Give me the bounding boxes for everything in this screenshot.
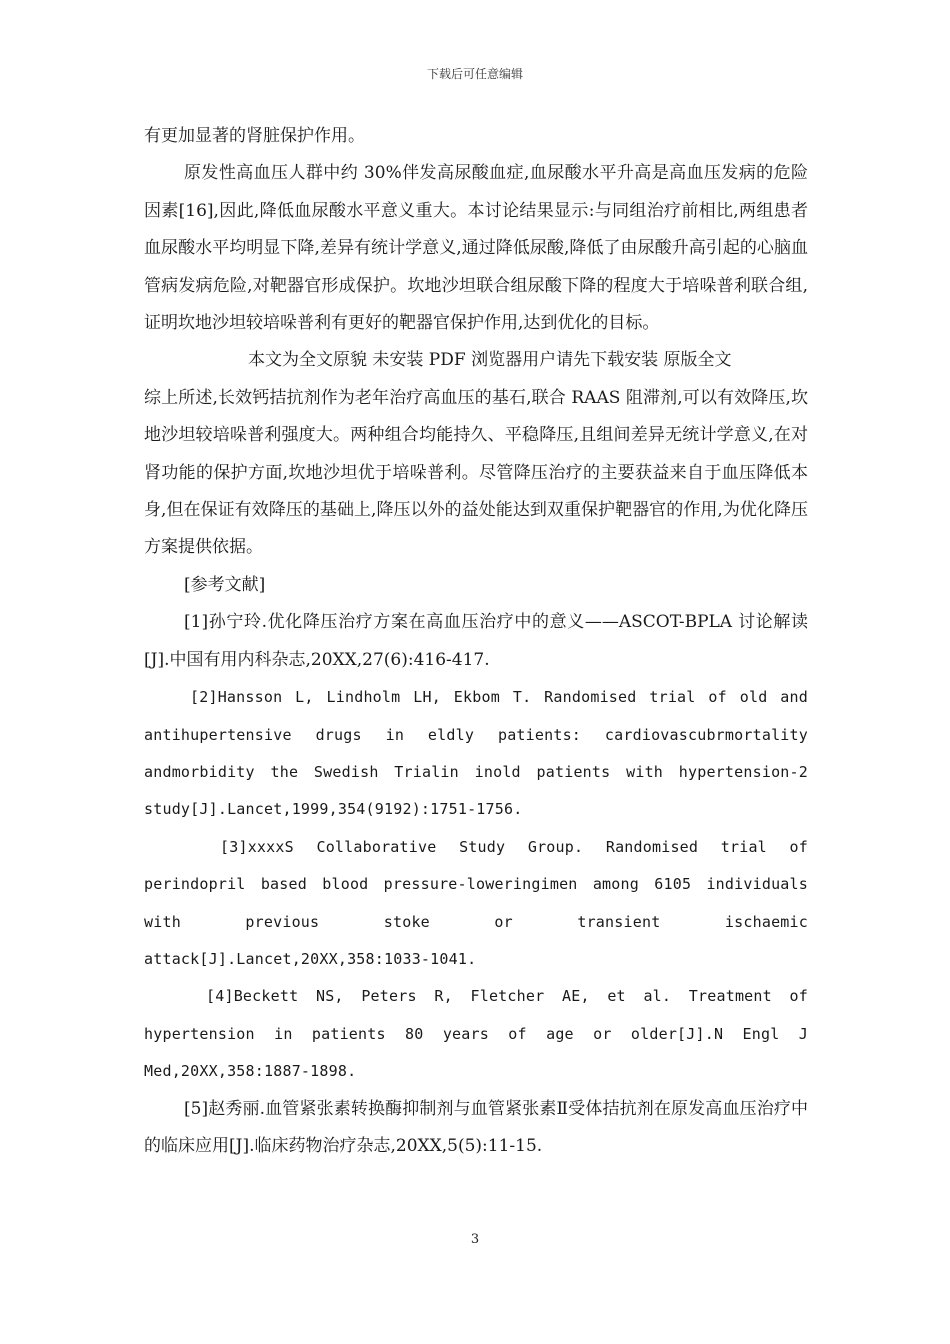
document-body xyxy=(144,118,808,1165)
paragraph-continuation: 有更加显著的肾脏保护作用。 xyxy=(144,126,365,146)
reference-item-4: [4]Beckett NS, Peters R, Fletcher AE, et al. Treatment of hypertension in patients 80 years of age or older[J].N Engl J Med,20XX,358:1887-1898. xyxy=(144,987,808,1081)
reference-item-3: [3]xxxxS Collaborative Study Group. Randomised trial of perindopril based blood pressure-loweringimen among 6105 individuals with previous stoke or transient ischaemic attack[J].Lancet,20XX,358:1033-1041. xyxy=(144,837,808,968)
reference-item-1: [1]孙宁玲.优化降压治疗方案在高血压治疗中的意义——ASCOT-BPLA 讨论解读[J].中国有用内科杂志,20XX,27(6):416-417. xyxy=(144,612,808,670)
full-text-notice: 本文为全文原貌 未安装 PDF 浏览器用户请先下载安装 原版全文 xyxy=(248,350,732,371)
paragraph-conclusion: 综上所述,长效钙拮抗剂作为老年治疗高血压的基石,联合 RAAS 阻滞剂,可以有效降压,坎地沙坦较培哚普利强度大。两种组合均能持久、平稳降压,且组间差异无统计学意义,在对肾功能的保护方面,坎地沙坦优于培哚普利。尽管降压治疗的主要获益来自于血压降低本身,但在保证有效降压的基础上,降压以外的益处能达到双重保护靶器官的作用,为优化降压方案提供依据。 xyxy=(144,387,808,558)
paragraph-uric-acid: 原发性高血压人群中约 30%伴发高尿酸血症,血尿酸水平升高是高血压发病的危险因素[16],因此,降低血尿酸水平意义重大。本讨论结果显示:与同组治疗前相比,两组患者血尿酸水平均明显下降,差异有统计学意义,通过降低尿酸,降低了由尿酸升高引起的心脑血管病发病危险,对靶器官形成保护。坎地沙坦联合组尿酸下降的程度大于培哚普利联合组,证明坎地沙坦较培哚普利有更好的靶器官保护作用,达到优化的目标。 xyxy=(144,163,808,334)
reference-item-2: [2]Hansson L, Lindholm LH, Ekbom T. Randomised trial of old and antihupertensive drugs in eldly patients: cardiovascubrmortality andmorbidity the Swedish Trialin inold patients with hypertension-2 study[J].Lancet,1999,354(9192):1751-1756. xyxy=(144,688,808,819)
page-number: 3 xyxy=(470,1232,480,1247)
references-heading: [参考文献] xyxy=(184,574,266,595)
page-header: 下载后可任意编辑 xyxy=(426,67,523,81)
reference-item-5: [5]赵秀丽.血管紧张素转换酶抑制剂与血管紧张素Ⅱ受体拮抗剂在原发高血压治疗中的临床应用[J].临床药物治疗杂志,20XX,5(5):11-15. xyxy=(144,1098,808,1156)
